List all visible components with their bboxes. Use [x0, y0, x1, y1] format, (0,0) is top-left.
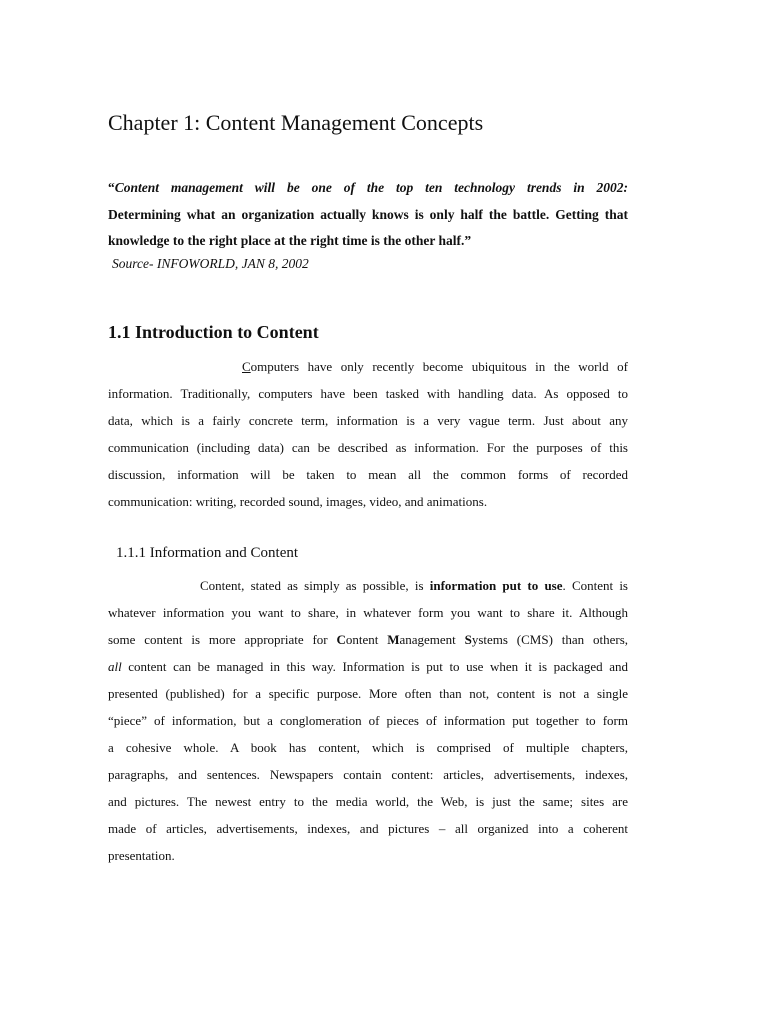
paragraph-information-content: [108, 572, 628, 869]
paragraph-line: data, which is a fairly concrete term, information is a very vague term. Just about any: [108, 413, 628, 428]
paragraph-line: paragraphs, and sentences. Newspapers contain content: articles, advertisements, indexes,: [108, 767, 628, 782]
paragraph-line: whatever information you want to share, in whatever form you want to share it. Although: [108, 605, 628, 620]
bold-phrase: information put to use: [429, 578, 563, 593]
quote-italic-text: Content management will be one of the top ten technology trends in 2002:: [114, 180, 628, 195]
paragraph-line: Computers have only recently become ubiquitous in the world of: [242, 359, 628, 374]
paragraph-line: all content can be managed in this way. Information is put to use when it is packaged and: [108, 659, 628, 674]
paragraph-line: “piece” of information, but a conglomeration of pieces of information put together to form: [108, 713, 628, 728]
paragraph-line: information. Traditionally, computers have been tasked with handling data. As opposed to: [108, 386, 628, 401]
paragraph-line: a cohesive whole. A book has content, which is comprised of multiple chapters,: [108, 740, 628, 755]
drop-letter: C: [242, 359, 251, 374]
paragraph-line: Content, stated as simply as possible, is information put to use. Content is: [200, 578, 628, 593]
quote-line-1: “Content management will be one of the top ten technology trends in 2002:: [108, 180, 628, 195]
paragraph-line: communication: writing, recorded sound, images, video, and animations.: [108, 494, 488, 509]
paragraph-line: some content is more appropriate for Content Management Systems (CMS) than others,: [108, 632, 629, 647]
paragraph-introduction: [108, 353, 628, 515]
chapter-title: Chapter 1: Content Management Concepts: [108, 110, 484, 135]
paragraph-line: presented (published) for a specific purpose. More often than not, content is not a single: [108, 686, 628, 701]
paragraph-line: communication (including data) can be described as information. For the purposes of this: [108, 440, 628, 455]
epigraph-quote: [108, 175, 628, 255]
paragraph-line: discussion, information will be taken to mean all the common forms of recorded: [108, 467, 628, 482]
paragraph-line: made of articles, advertisements, indexes, and pictures – all organized into a coherent: [108, 821, 628, 836]
quote-line-2: Determining what an organization actually knows is only half the battle. Getting that: [108, 206, 628, 222]
paragraph-line: and pictures. The newest entry to the media world, the Web, is just the same; sites are: [108, 794, 628, 809]
paragraph-line: presentation.: [108, 848, 175, 863]
quote-line-3: knowledge to the right place at the right time is the other half.”: [108, 233, 472, 248]
italic-word: all: [108, 659, 122, 674]
subsection-title-1-1-1: 1.1.1 Information and Content: [116, 545, 299, 561]
section-title-1-1: 1.1 Introduction to Content: [108, 322, 319, 342]
quote-source: Source- INFOWORLD, JAN 8, 2002: [112, 256, 309, 271]
